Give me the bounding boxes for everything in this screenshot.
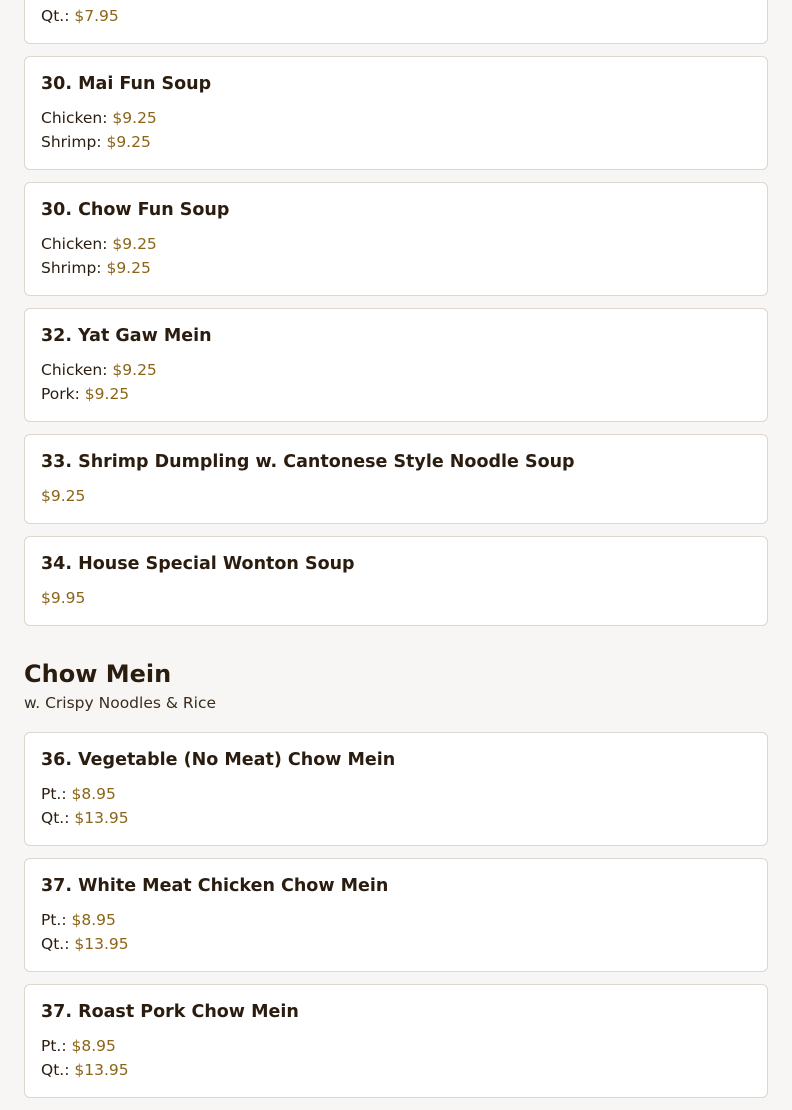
price-row (41, 130, 751, 154)
section-title: Chow Mein (24, 660, 172, 688)
price-value: $9.25 (41, 487, 86, 505)
price-value: $13.95 (74, 1061, 129, 1079)
menu-item-card[interactable] (24, 732, 768, 846)
price-row (41, 358, 751, 382)
price-value: $9.25 (84, 385, 130, 403)
price-value: $9.25 (112, 361, 157, 379)
menu-page (24, 0, 768, 1110)
menu-item-card[interactable] (24, 308, 768, 422)
price-row (41, 932, 751, 956)
price-value: $8.95 (71, 911, 116, 929)
price-label: Shrimp: (41, 133, 102, 151)
price-label: Qt.: (41, 7, 70, 25)
price-value: $8.95 (71, 785, 116, 803)
price-label: Qt.: (41, 809, 70, 827)
price-label: Qt.: (41, 1061, 70, 1079)
price-row (41, 382, 751, 406)
price-row (41, 484, 751, 508)
price-label: Pt.: (41, 1037, 67, 1055)
price-label: Qt.: (41, 935, 70, 953)
price-row (41, 782, 751, 806)
price-value: $13.95 (74, 935, 129, 953)
price-row (41, 4, 751, 28)
menu-item-card[interactable] (24, 984, 768, 1098)
price-row (41, 806, 751, 830)
price-value: $9.25 (106, 133, 151, 151)
price-label: Chicken: (41, 109, 108, 127)
menu-item-title: 33. Shrimp Dumpling w. Cantonese Style Noodle Soup (41, 452, 575, 472)
menu-item-title: 37. Roast Pork Chow Mein (41, 1002, 299, 1022)
menu-item-card[interactable] (24, 434, 768, 524)
menu-item-card[interactable] (24, 536, 768, 626)
price-value: $9.95 (41, 589, 86, 607)
menu-item-card[interactable] (24, 0, 768, 44)
price-value: $9.25 (112, 109, 157, 127)
price-label: Chicken: (41, 235, 108, 253)
price-value: $13.95 (74, 809, 129, 827)
menu-item-card[interactable] (24, 56, 768, 170)
price-row (41, 1058, 751, 1082)
price-label: Chicken: (41, 361, 108, 379)
price-label: Pt.: (41, 785, 67, 803)
price-label: Pork: (41, 385, 80, 403)
menu-item-title: 32. Yat Gaw Mein (41, 326, 212, 346)
menu-item-title: 30. Chow Fun Soup (41, 200, 230, 220)
menu-section-header (24, 659, 768, 714)
price-value (72, 0, 116, 1)
menu-item-title: 30. Mai Fun Soup (41, 74, 212, 94)
menu-item-card[interactable] (24, 858, 768, 972)
price-label (41, 0, 67, 1)
price-label: Shrimp: (41, 259, 102, 277)
price-row (41, 256, 751, 280)
section-subtitle: w. Crispy Noodles & Rice (24, 694, 217, 712)
menu-item-card[interactable] (24, 182, 768, 296)
price-row (41, 106, 751, 130)
menu-item-title: 37. White Meat Chicken Chow Mein (41, 876, 389, 896)
price-row (41, 232, 751, 256)
menu-item-title: 34. House Special Wonton Soup (41, 554, 355, 574)
price-value: $9.25 (112, 235, 157, 253)
price-value: $9.25 (106, 259, 151, 277)
price-row (41, 908, 751, 932)
price-value: $8.95 (71, 1037, 116, 1055)
menu-item-title: 36. Vegetable (No Meat) Chow Mein (41, 750, 396, 770)
price-row (41, 586, 751, 610)
price-row (41, 1034, 751, 1058)
price-label: Pt.: (41, 911, 67, 929)
price-value: $7.95 (74, 7, 119, 25)
